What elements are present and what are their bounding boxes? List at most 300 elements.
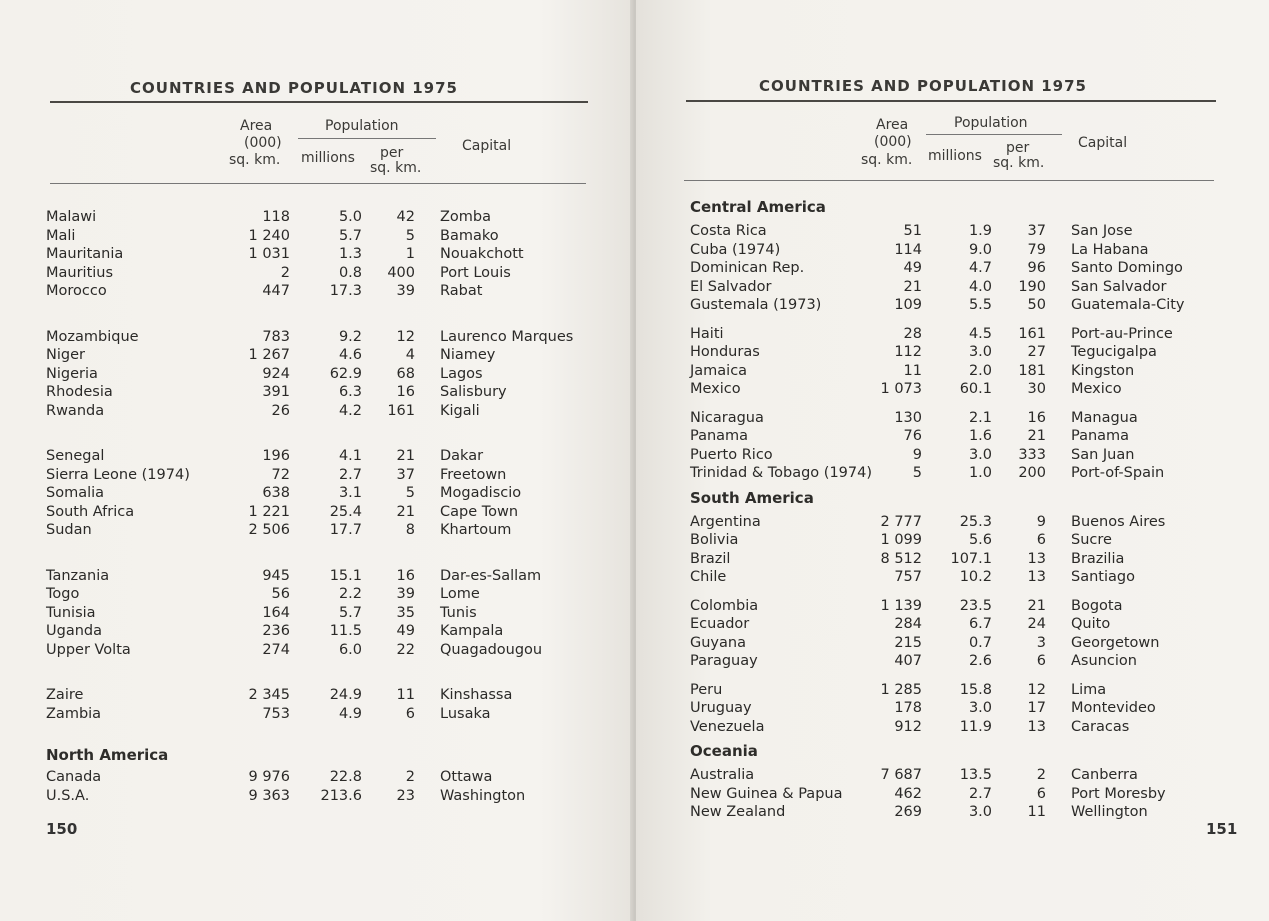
- header-rule: [684, 180, 1214, 181]
- table-row: [0, 567, 630, 585]
- density-cell: 42: [396, 209, 415, 225]
- area-cell: 274: [262, 641, 290, 658]
- header-area-sqkm: sq. km.: [229, 152, 281, 168]
- page-title: COUNTRIES AND POPULATION 1975: [130, 79, 458, 97]
- table-row: [0, 503, 630, 521]
- capital-cell: San Jose: [1071, 223, 1133, 239]
- density-cell: 50: [1027, 297, 1046, 313]
- header-per-unit: sq. km.: [370, 160, 422, 176]
- table-row: [636, 681, 1266, 699]
- capital-cell: Kinshassa: [440, 687, 513, 703]
- millions-cell: 5.7: [338, 604, 362, 621]
- millions-cell: 0.7: [968, 634, 992, 651]
- density-cell: 35: [396, 604, 415, 621]
- area-cell: 1 139: [880, 597, 922, 614]
- country-cell: El Salvador: [690, 278, 772, 295]
- country-cell: Bolivia: [690, 532, 739, 548]
- millions-cell: 0.8: [338, 264, 362, 281]
- country-cell: Malawi: [46, 209, 97, 225]
- area-cell: 912: [894, 718, 922, 735]
- millions-cell: 22.8: [329, 769, 362, 785]
- density-cell: 2: [405, 769, 415, 785]
- country-cell: Paraguay: [690, 653, 758, 669]
- density-cell: 21: [396, 503, 415, 520]
- table-row: [636, 380, 1266, 398]
- density-cell: 37: [1027, 223, 1046, 239]
- area-cell: 462: [894, 785, 922, 802]
- area-cell: 28: [903, 325, 922, 342]
- area-cell: 164: [262, 604, 290, 621]
- page-number: 151: [1206, 820, 1238, 838]
- capital-cell: Quagadougou: [440, 641, 543, 658]
- millions-cell: 3.0: [968, 700, 992, 716]
- header-area: Area: [240, 118, 273, 134]
- capital-cell: Brazilia: [1071, 550, 1125, 567]
- country-cell: Brazil: [690, 550, 731, 567]
- country-cell: Argentina: [690, 513, 761, 530]
- country-cell: U.S.A.: [46, 787, 90, 804]
- country-cell: Cuba (1974): [690, 241, 781, 258]
- area-cell: 49: [903, 260, 922, 276]
- capital-cell: Washington: [440, 787, 526, 804]
- table-row: [636, 241, 1266, 259]
- capital-cell: Kingston: [1071, 362, 1135, 379]
- millions-cell: 1.6: [968, 428, 992, 444]
- area-cell: 924: [262, 365, 290, 382]
- capital-cell: Sucre: [1071, 532, 1112, 548]
- density-cell: 9: [1036, 513, 1046, 530]
- millions-cell: 1.9: [968, 223, 992, 239]
- country-cell: Haiti: [690, 325, 724, 342]
- area-cell: 9 976: [248, 769, 290, 785]
- header-millions: millions: [301, 150, 355, 166]
- country-cell: Costa Rica: [690, 223, 767, 239]
- country-cell: Uganda: [46, 623, 102, 639]
- header-millions: millions: [928, 148, 982, 164]
- millions-cell: 4.5: [968, 325, 992, 342]
- table-row: [0, 604, 630, 622]
- country-cell: Puerto Rico: [690, 446, 773, 463]
- region-heading: Central America: [690, 198, 826, 216]
- population-rule: [926, 134, 1062, 135]
- density-cell: 49: [396, 623, 415, 639]
- country-cell: Australia: [690, 767, 755, 783]
- millions-cell: 11.9: [959, 718, 992, 735]
- millions-cell: 1.0: [968, 465, 992, 481]
- area-cell: 21: [903, 278, 922, 295]
- table-row: [636, 803, 1266, 821]
- capital-cell: San Salvador: [1071, 278, 1167, 295]
- capital-cell: Canberra: [1071, 767, 1138, 783]
- capital-cell: Georgetown: [1071, 634, 1160, 651]
- area-cell: 76: [903, 428, 922, 444]
- table-row: [636, 296, 1266, 314]
- capital-cell: Freetown: [440, 466, 507, 483]
- millions-cell: 1.3: [338, 246, 362, 262]
- area-cell: 391: [262, 384, 290, 400]
- area-cell: 9: [912, 446, 922, 463]
- capital-cell: Panama: [1071, 428, 1130, 444]
- capital-cell: Kigali: [440, 402, 480, 419]
- millions-cell: 23.5: [959, 597, 992, 614]
- page-title: COUNTRIES AND POPULATION 1975: [759, 77, 1087, 95]
- capital-cell: Santiago: [1071, 569, 1135, 585]
- capital-cell: Montevideo: [1071, 700, 1156, 716]
- capital-cell: Lome: [440, 586, 480, 602]
- region-heading: South America: [690, 488, 814, 507]
- area-cell: 72: [271, 466, 290, 483]
- country-cell: Gustemala (1973): [690, 297, 822, 313]
- page-number: 150: [46, 820, 78, 838]
- country-cell: Mexico: [690, 381, 741, 397]
- area-cell: 236: [262, 623, 290, 639]
- density-cell: 21: [1027, 428, 1046, 444]
- page-151: [636, 0, 1269, 921]
- millions-cell: 2.2: [338, 586, 362, 602]
- area-cell: 11: [903, 362, 922, 379]
- capital-cell: Port Moresby: [1071, 785, 1166, 802]
- density-cell: 12: [1027, 681, 1046, 698]
- density-cell: 1: [405, 246, 415, 262]
- area-cell: 56: [271, 586, 290, 602]
- area-cell: 2 345: [248, 687, 290, 703]
- millions-cell: 60.1: [959, 381, 992, 397]
- header-capital: Capital: [1078, 135, 1128, 151]
- area-cell: 51: [903, 223, 922, 239]
- millions-cell: 2.6: [968, 653, 992, 669]
- density-cell: 13: [1027, 569, 1046, 585]
- area-cell: 1 073: [880, 381, 922, 397]
- millions-cell: 3.0: [968, 804, 992, 820]
- table-row: [636, 531, 1266, 549]
- capital-cell: Dakar: [440, 448, 484, 464]
- area-cell: 109: [894, 297, 922, 313]
- table-row: [636, 446, 1266, 464]
- table-row: [0, 227, 630, 245]
- area-cell: 284: [894, 616, 922, 632]
- capital-cell: Laurenco Marques: [440, 328, 574, 345]
- country-cell: New Zealand: [690, 804, 786, 820]
- header-population: Population: [954, 115, 1028, 131]
- country-cell: Sudan: [46, 522, 92, 538]
- country-cell: Nigeria: [46, 365, 98, 382]
- table-row: [636, 409, 1266, 427]
- table-row: [636, 597, 1266, 615]
- table-row: [0, 447, 630, 465]
- country-cell: Zaire: [46, 687, 84, 703]
- area-cell: 407: [894, 653, 922, 669]
- density-cell: 6: [1036, 532, 1046, 548]
- capital-cell: Dar-es-Sallam: [440, 567, 542, 584]
- density-cell: 190: [1018, 278, 1046, 295]
- density-cell: 5: [405, 485, 415, 501]
- density-cell: 6: [1036, 785, 1046, 802]
- density-cell: 23: [396, 787, 415, 804]
- capital-cell: Bogota: [1071, 597, 1123, 614]
- table-row: [636, 427, 1266, 445]
- density-cell: 68: [396, 365, 415, 382]
- capital-cell: Khartoum: [440, 522, 512, 538]
- density-cell: 11: [396, 687, 415, 703]
- millions-cell: 5.5: [968, 297, 992, 313]
- header-rule: [50, 183, 586, 184]
- density-cell: 200: [1018, 465, 1046, 481]
- millions-cell: 15.8: [959, 681, 992, 698]
- millions-cell: 9.0: [968, 241, 992, 258]
- country-cell: Senegal: [46, 448, 105, 464]
- density-cell: 17: [1027, 700, 1046, 716]
- area-cell: 7 687: [880, 767, 922, 783]
- millions-cell: 3.0: [968, 344, 992, 360]
- area-cell: 178: [894, 700, 922, 716]
- country-cell: Canada: [46, 769, 102, 785]
- table-row: [636, 718, 1266, 736]
- header-area-sqkm: sq. km.: [861, 152, 913, 168]
- table-row: [636, 615, 1266, 633]
- density-cell: 8: [405, 522, 415, 538]
- capital-cell: Lagos: [440, 365, 483, 382]
- table-row: [0, 521, 630, 539]
- country-cell: Chile: [690, 569, 727, 585]
- capital-cell: San Juan: [1071, 446, 1135, 463]
- density-cell: 400: [387, 264, 415, 281]
- millions-cell: 4.7: [968, 260, 992, 276]
- capital-cell: Niamey: [440, 347, 496, 363]
- millions-cell: 4.6: [338, 347, 362, 363]
- area-cell: 1 240: [248, 227, 290, 244]
- population-rule: [298, 138, 436, 139]
- millions-cell: 6.7: [968, 616, 992, 632]
- capital-cell: Mogadiscio: [440, 485, 522, 501]
- millions-cell: 5.7: [338, 227, 362, 244]
- header-area: Area: [876, 117, 909, 133]
- capital-cell: Salisbury: [440, 384, 507, 400]
- table-row: [0, 282, 630, 300]
- table-row: [0, 787, 630, 805]
- millions-cell: 6.0: [338, 641, 362, 658]
- capital-cell: Rabat: [440, 283, 483, 299]
- table-row: [636, 568, 1266, 586]
- capital-cell: Bamako: [440, 227, 499, 244]
- density-cell: 16: [396, 384, 415, 400]
- table-row: [636, 550, 1266, 568]
- density-cell: 333: [1018, 446, 1046, 463]
- millions-cell: 4.0: [968, 278, 992, 295]
- millions-cell: 13.5: [959, 767, 992, 783]
- area-cell: 2 777: [880, 513, 922, 530]
- density-cell: 6: [1036, 653, 1046, 669]
- density-cell: 161: [1018, 325, 1046, 342]
- capital-cell: Buenos Aires: [1071, 513, 1166, 530]
- country-cell: Upper Volta: [46, 641, 131, 658]
- capital-cell: Port-of-Spain: [1071, 465, 1165, 481]
- density-cell: 30: [1027, 381, 1046, 397]
- country-cell: Nicaragua: [690, 409, 764, 426]
- area-cell: 114: [894, 241, 922, 258]
- millions-cell: 3.1: [338, 485, 362, 501]
- country-cell: Niger: [46, 347, 85, 363]
- density-cell: 22: [396, 641, 415, 658]
- millions-cell: 2.7: [338, 466, 362, 483]
- millions-cell: 25.4: [329, 503, 362, 520]
- header-per: per: [1006, 140, 1030, 156]
- capital-cell: Tegucigalpa: [1071, 344, 1157, 360]
- area-cell: 1 267: [248, 347, 290, 363]
- region-heading: North America: [46, 746, 169, 764]
- country-cell: Colombia: [690, 597, 759, 614]
- table-row: [0, 585, 630, 603]
- country-cell: Guyana: [690, 634, 746, 651]
- density-cell: 96: [1027, 260, 1046, 276]
- table-row: [636, 634, 1266, 652]
- table-row: [636, 278, 1266, 296]
- capital-cell: Asuncion: [1071, 653, 1137, 669]
- millions-cell: 15.1: [329, 567, 362, 584]
- area-cell: 269: [894, 804, 922, 820]
- density-cell: 13: [1027, 718, 1046, 735]
- country-cell: Mauritania: [46, 246, 124, 262]
- density-cell: 21: [1027, 597, 1046, 614]
- country-cell: Venezuela: [690, 718, 765, 735]
- area-cell: 130: [894, 409, 922, 426]
- millions-cell: 2.7: [968, 785, 992, 802]
- density-cell: 161: [387, 402, 415, 419]
- millions-cell: 107.1: [950, 550, 992, 567]
- table-row: [0, 466, 630, 484]
- millions-cell: 24.9: [329, 687, 362, 703]
- area-cell: 1 285: [880, 681, 922, 698]
- capital-cell: Port Louis: [440, 264, 511, 281]
- area-cell: 118: [262, 209, 290, 225]
- table-row: [0, 245, 630, 263]
- density-cell: 4: [405, 347, 415, 363]
- area-cell: 1 221: [248, 503, 290, 520]
- capital-cell: Lusaka: [440, 705, 491, 722]
- density-cell: 181: [1018, 362, 1046, 379]
- table-row: [636, 652, 1266, 670]
- millions-cell: 5.6: [968, 532, 992, 548]
- area-cell: 8 512: [880, 550, 922, 567]
- area-cell: 2 506: [248, 522, 290, 538]
- capital-cell: Mexico: [1071, 381, 1122, 397]
- title-rule: [686, 100, 1216, 102]
- country-cell: Morocco: [46, 283, 107, 299]
- area-cell: 1 099: [880, 532, 922, 548]
- region-heading: Oceania: [690, 742, 758, 760]
- country-cell: Trinidad & Tobago (1974): [690, 465, 873, 481]
- country-cell: New Guinea & Papua: [690, 785, 843, 802]
- area-cell: 447: [262, 283, 290, 299]
- header-area-unit: (000): [244, 135, 282, 151]
- millions-cell: 4.2: [338, 402, 362, 419]
- table-row: [636, 362, 1266, 380]
- area-cell: 26: [271, 402, 290, 419]
- capital-cell: Lima: [1071, 681, 1107, 698]
- table-row: [636, 766, 1266, 784]
- table-row: [636, 464, 1266, 482]
- table-row: [0, 768, 630, 786]
- density-cell: 27: [1027, 344, 1046, 360]
- table-row: [636, 343, 1266, 361]
- table-row: [0, 686, 630, 704]
- area-cell: 215: [894, 634, 922, 651]
- capital-cell: Tunis: [440, 604, 477, 621]
- capital-cell: Managua: [1071, 409, 1138, 426]
- density-cell: 21: [396, 448, 415, 464]
- country-cell: Rhodesia: [46, 384, 113, 400]
- capital-cell: Cape Town: [440, 503, 519, 520]
- area-cell: 2: [280, 264, 290, 281]
- millions-cell: 4.9: [338, 705, 362, 722]
- density-cell: 12: [396, 328, 415, 345]
- area-cell: 945: [262, 567, 290, 584]
- millions-cell: 3.0: [968, 446, 992, 463]
- millions-cell: 2.1: [968, 409, 992, 426]
- capital-cell: Caracas: [1071, 718, 1130, 735]
- density-cell: 39: [396, 283, 415, 299]
- table-row: [0, 705, 630, 723]
- table-row: [636, 259, 1266, 277]
- millions-cell: 17.7: [329, 522, 362, 538]
- millions-cell: 10.2: [959, 569, 992, 585]
- table-row: [0, 208, 630, 226]
- country-cell: Mozambique: [46, 328, 139, 345]
- capital-cell: Kampala: [440, 623, 504, 639]
- millions-cell: 213.6: [320, 787, 362, 804]
- country-cell: Peru: [690, 681, 723, 698]
- density-cell: 13: [1027, 550, 1046, 567]
- country-cell: Dominican Rep.: [690, 260, 805, 276]
- capital-cell: La Habana: [1071, 241, 1149, 258]
- density-cell: 39: [396, 586, 415, 602]
- header-per: per: [380, 145, 404, 161]
- capital-cell: Zomba: [440, 209, 492, 225]
- density-cell: 2: [1036, 767, 1046, 783]
- country-cell: Panama: [690, 428, 749, 444]
- density-cell: 79: [1027, 241, 1046, 258]
- millions-cell: 25.3: [959, 513, 992, 530]
- capital-cell: Ottawa: [440, 769, 493, 785]
- capital-cell: Santo Domingo: [1071, 260, 1183, 276]
- country-cell: Uruguay: [690, 700, 752, 716]
- table-row: [0, 622, 630, 640]
- millions-cell: 5.0: [338, 209, 362, 225]
- area-cell: 753: [262, 705, 290, 722]
- area-cell: 112: [894, 344, 922, 360]
- capital-cell: Port-au-Prince: [1071, 325, 1173, 342]
- table-row: [0, 641, 630, 659]
- millions-cell: 9.2: [338, 328, 362, 345]
- table-row: [0, 264, 630, 282]
- country-cell: Rwanda: [46, 402, 105, 419]
- area-cell: 783: [262, 328, 290, 345]
- country-cell: South Africa: [46, 503, 135, 520]
- density-cell: 3: [1036, 634, 1046, 651]
- country-cell: Mauritius: [46, 264, 114, 281]
- area-cell: 1 031: [248, 246, 290, 262]
- density-cell: 37: [396, 466, 415, 483]
- millions-cell: 17.3: [329, 283, 362, 299]
- country-cell: Tanzania: [46, 567, 110, 584]
- table-row: [636, 513, 1266, 531]
- country-cell: Sierra Leone (1974): [46, 466, 190, 483]
- country-cell: Togo: [46, 586, 80, 602]
- capital-cell: Quito: [1071, 616, 1111, 632]
- country-cell: Ecuador: [690, 616, 750, 632]
- country-cell: Jamaica: [690, 362, 748, 379]
- country-cell: Zambia: [46, 705, 102, 722]
- density-cell: 16: [1027, 409, 1046, 426]
